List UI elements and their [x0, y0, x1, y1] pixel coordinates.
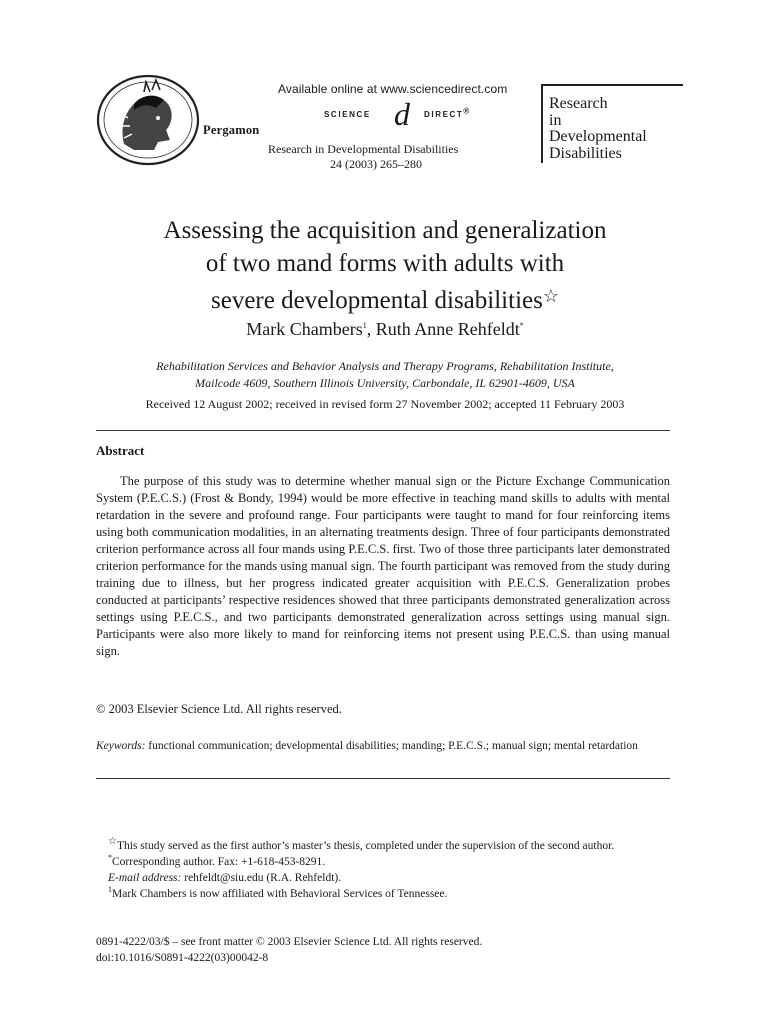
footnote-affiliation [96, 886, 670, 902]
email-label: E-mail address: [108, 872, 182, 884]
front-matter: 0891-4222/03/$ – see front matter © 2003 Elsevier Science Ltd. All rights reserved. [96, 936, 483, 948]
affiliation-line: Mailcode 4609, Southern Illinois University, Carbondale, IL 62901-4609, USA [195, 376, 575, 390]
author-name: Ruth Anne Rehfeldt [375, 319, 520, 339]
author-footnote-mark[interactable]: * [519, 321, 524, 330]
title-line: of two mand forms with adults with [205, 250, 565, 277]
received-dates: Received 12 August 2002; received in revised form 27 November 2002; accepted 11 February 2003 [145, 397, 625, 411]
author-name: Mark Chambers [246, 319, 363, 339]
footnote-email [96, 870, 670, 886]
copyright-notice: © 2003 Elsevier Science Ltd. All rights reserved. [96, 702, 342, 716]
journal-box-line: Disabilities [549, 145, 622, 162]
sciencedirect-mark: ® [463, 106, 471, 116]
doi-link[interactable]: doi:10.1016/S0891-4222(03)00042-8 [96, 952, 269, 964]
journal-name: Research in Developmental Disabilities [268, 142, 459, 156]
affiliation-line: Rehabilitation Services and Behavior Analysis and Therapy Programs, Rehabilitation Institute, [156, 359, 614, 373]
sciencedirect-right-text: DIRECT [424, 110, 464, 119]
footnotes [96, 838, 670, 902]
footnote-text: Mark Chambers is now affiliated with Behavioral Services of Tennessee. [112, 888, 448, 900]
keywords-label: Keywords: [96, 740, 146, 752]
footnote-mark: 1 [108, 885, 112, 895]
sciencedirect-logo [324, 96, 494, 132]
journal-title-box [541, 84, 683, 163]
title-line: Assessing the acquisition and generalization [163, 217, 607, 244]
sciencedirect-right [424, 106, 471, 119]
email-link[interactable]: rehfeldt@siu.edu (R.A. Rehfeldt). [184, 872, 342, 884]
footnote-mark: * [108, 853, 112, 863]
footnote-thesis [96, 838, 670, 854]
abstract-text: The purpose of this study was to determine whether manual sign or the Picture Exchange Communication System (P.E.C.S.) (Frost & Bondy, 1994) would be more effective in teaching mand skills to adults with mental retardation in the severe and profound range. Four participants were taught to mand for four reinforcing items using both communication modalities, in an alternating treatments design. Three of four participants demonstrated criterion performance across all four mands using P.E.C.S. first. Two of those three participants later demonstrated criterion performance for the mands using manual sign. The fourth participant was removed from the study during training due to illness, but her progress indicated greater acquisition with P.E.C.S. Generalization probes conducted at participants’ respective residences showed that three participants demonstrated generalization across settings using P.E.C.S., and two participants demonstrated generalization across settings using manual sign. Participants were also more likely to mand for reinforcing items not present using P.E.C.S. than using manual sign. [96, 474, 670, 659]
title-line-last [60, 280, 710, 317]
author-footnote-mark[interactable]: 1 [362, 321, 367, 330]
journal-volume: 24 (2003) 265–280 [330, 157, 422, 171]
keywords-text: functional communication; developmental disabilities; manding; P.E.C.S.; manual sign; mental retardation [148, 740, 638, 752]
keywords [96, 738, 670, 754]
footnote-mark: ☆ [108, 836, 117, 848]
sciencedirect-left: SCIENCE [324, 110, 371, 119]
divider [96, 430, 670, 431]
publisher-name: Pergamon [203, 123, 260, 137]
footnote-corresponding [96, 854, 670, 870]
author-list [60, 319, 710, 340]
journal-box-line: in [549, 112, 562, 129]
title-star-icon[interactable]: ☆ [542, 286, 559, 306]
sciencedirect-at-icon: d [394, 96, 410, 132]
footnote-text: This study served as the first author’s master’s thesis, completed under the supervision of the second author. [116, 840, 615, 852]
title-line: severe developmental disabilities [211, 287, 543, 314]
article-title [60, 214, 710, 317]
abstract-heading: Abstract [96, 443, 145, 458]
available-online-link[interactable]: Available online at www.sciencedirect.com [278, 82, 508, 96]
journal-box-line: Developmental [549, 128, 647, 145]
publisher-logo-icon [94, 74, 202, 166]
affiliation [60, 358, 710, 392]
journal-box-line: Research [549, 95, 608, 112]
author-separator: , [366, 319, 376, 339]
footnote-text: Corresponding author. Fax: +1-618-453-8291. [112, 856, 326, 868]
divider [96, 778, 670, 779]
